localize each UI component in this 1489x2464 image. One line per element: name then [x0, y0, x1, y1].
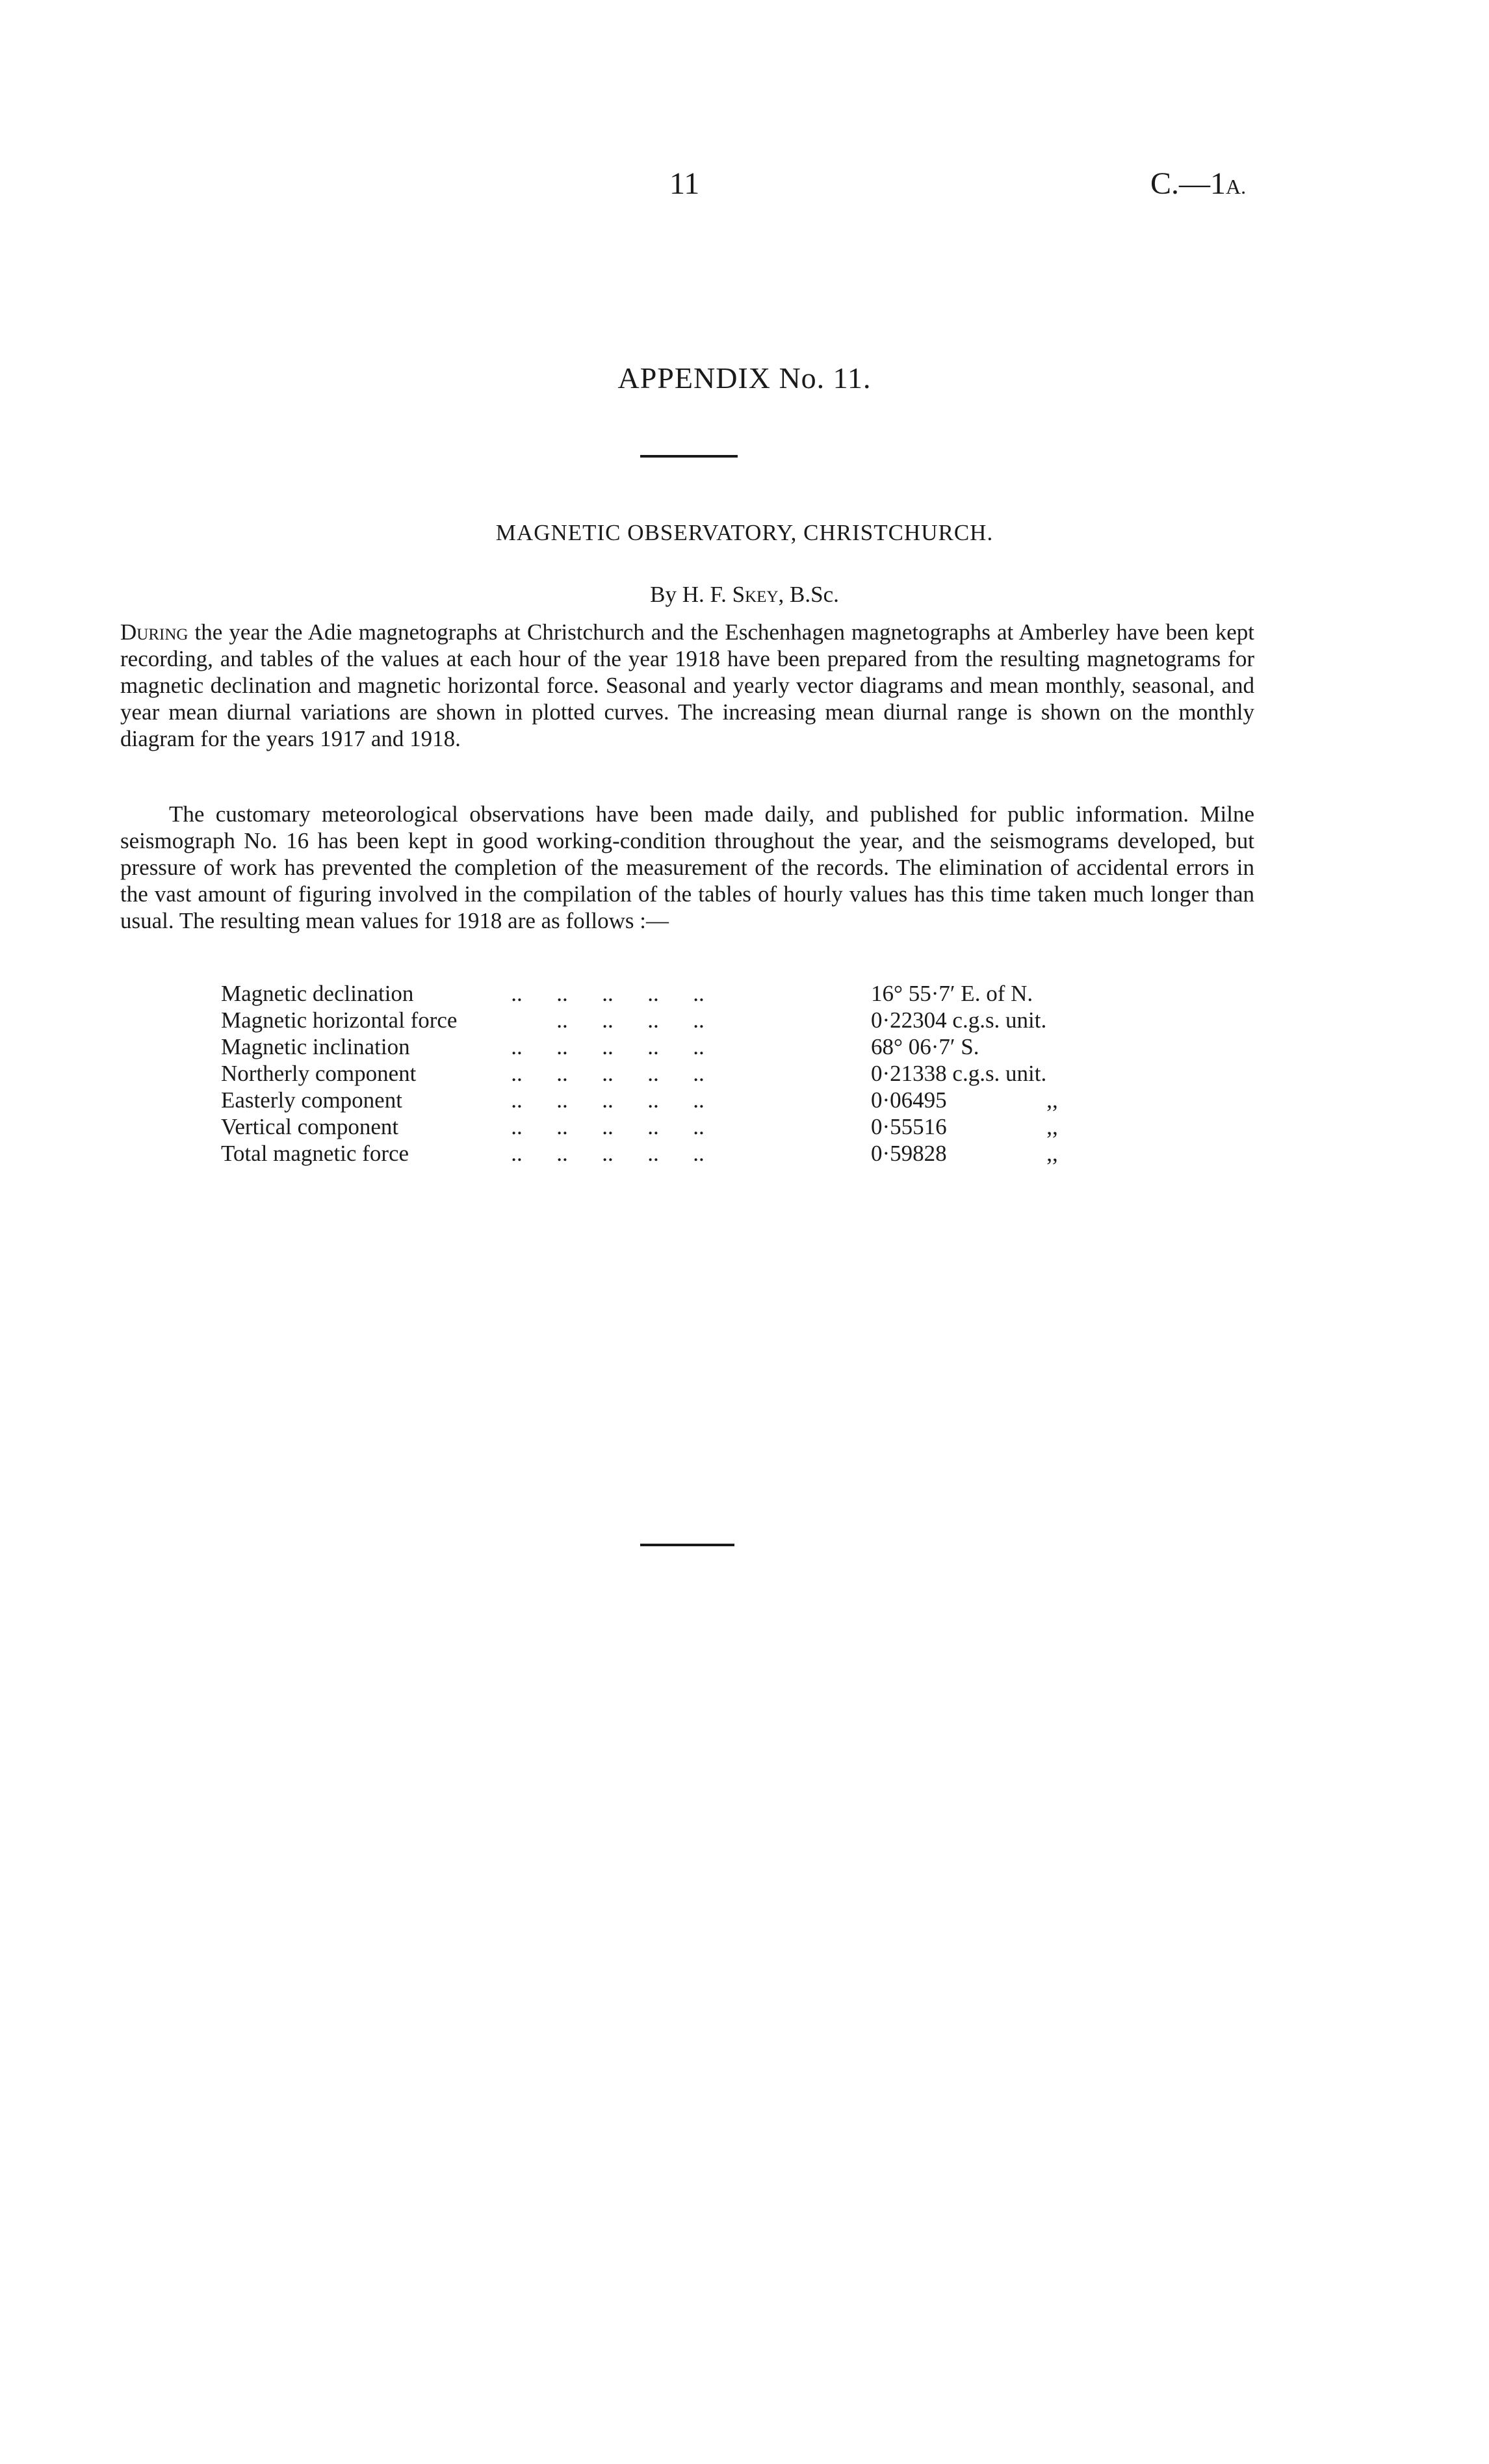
paragraph-observations: The customary meteorological observations have been made daily, and published for public information. Milne seismograph No. 16 has been kept in good working-condition throughout the year, and the seismograms developed, but pressure of work has prevented the completion of the measurement of the records. The elimination of accidental errors in the vast amount of figuring involved in the compilation of the tables of hourly values has this time taken much longer than usual. The resulting mean values for 1918 are as follows :— — [120, 801, 1254, 933]
appendix-title: APPENDIX No. 11. — [617, 361, 872, 395]
value-label-text: Total magnetic force — [221, 1141, 409, 1166]
value-label-text: Northerly component — [221, 1061, 417, 1086]
value-amount: 0·21338 c.g.s. unit. — [871, 1061, 1047, 1086]
leader-dots: .. .. .. .. .. — [494, 981, 705, 1006]
divider-rule — [640, 1544, 734, 1546]
byline-prefix: By H. F. — [650, 582, 732, 607]
document-reference-main: C.—1 — [1150, 166, 1226, 201]
table-row — [221, 1087, 1058, 1113]
value-unit — [1046, 1060, 1058, 1087]
value-amount: 0·59828 — [871, 1141, 947, 1166]
value-label — [221, 1060, 871, 1087]
value-amount: 68° 06·7′ S. — [871, 1034, 979, 1059]
table-row — [221, 1007, 1058, 1033]
value-label — [221, 1140, 871, 1167]
value-unit: ,, — [1046, 1087, 1058, 1113]
byline — [0, 582, 1489, 608]
value-label — [221, 1007, 871, 1033]
value-label — [221, 1087, 871, 1113]
value-label-text: Magnetic horizontal force — [221, 1007, 458, 1033]
value-unit — [1046, 1033, 1058, 1060]
table-row — [221, 1113, 1058, 1140]
byline-author-name: Skey — [732, 582, 779, 607]
leader-dots: .. .. .. .. .. — [494, 1114, 705, 1139]
page-number: 11 — [669, 166, 700, 201]
value-unit — [1046, 980, 1058, 1007]
value-label — [221, 980, 871, 1007]
value-label — [221, 1113, 871, 1140]
divider-rule — [640, 455, 738, 458]
value-unit: ,, — [1046, 1141, 1058, 1166]
paragraph-body: the year the Adie magnetographs at Christchurch and the Eschenhagen magnetographs at Amberley have been kept recording, and tables of the values at each hour of the year 1918 have been prepared from the resulting magnetograms for magnetic declination and magnetic horizontal force. Seasonal and yearly vector diagrams and mean monthly, seasonal, and year mean diurnal variations are shown in plotted curves. The increasing mean diurnal range is shown on the monthly diagram for the years 1917 and 1918. — [120, 619, 1254, 751]
byline-suffix: , B.Sc. — [778, 582, 839, 607]
value-unit — [1046, 1007, 1058, 1033]
leader-dots: .. .. .. .. .. — [494, 1061, 705, 1086]
document-reference-suffix: A. — [1226, 175, 1247, 198]
leader-dots: .. .. .. .. .. — [494, 1087, 705, 1113]
leader-dots: .. .. .. .. — [494, 1007, 705, 1033]
document-reference — [1150, 166, 1246, 201]
value-label-text: Vertical component — [221, 1114, 399, 1139]
value-amount: 0·55516 — [871, 1114, 947, 1139]
table-row — [221, 1033, 1058, 1060]
leader-dots: .. .. .. .. .. — [494, 1141, 705, 1166]
value-label — [221, 1033, 871, 1060]
value-unit: ,, — [1046, 1114, 1058, 1139]
paragraph-lead-word: During — [120, 619, 188, 645]
paragraph-magnetographs — [120, 619, 1254, 752]
table-row — [221, 1140, 1058, 1167]
leader-dots: .. .. .. .. .. — [494, 1034, 705, 1059]
value-amount: 0·22304 c.g.s. unit. — [871, 1007, 1047, 1033]
table-row — [221, 1060, 1058, 1087]
mean-values-table — [221, 980, 1058, 1167]
section-title: MAGNETIC OBSERVATORY, CHRISTCHURCH. — [495, 520, 994, 545]
value-label-text: Magnetic declination — [221, 981, 414, 1006]
table-row — [221, 980, 1058, 1007]
value-label-text: Magnetic inclination — [221, 1034, 410, 1059]
value-amount: 16° 55·7′ E. of N. — [871, 981, 1033, 1006]
value-amount: 0·06495 — [871, 1087, 947, 1113]
value-label-text: Easterly component — [221, 1087, 402, 1113]
